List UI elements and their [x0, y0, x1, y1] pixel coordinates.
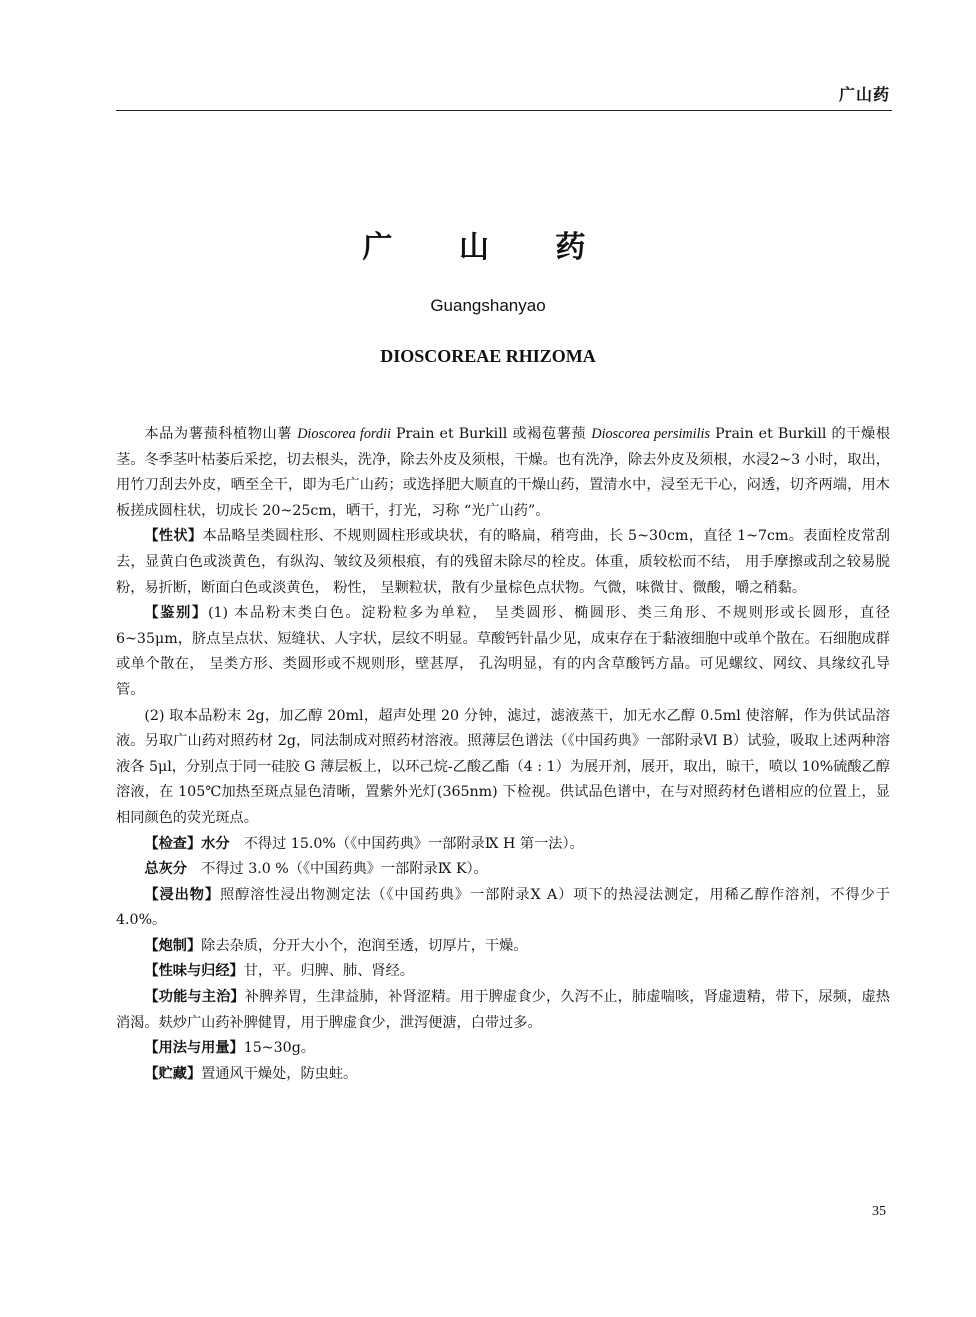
section-label: 【性味与归经】: [144, 963, 244, 980]
sub-label: 总灰分: [144, 861, 187, 878]
section-zonghuifen: 总灰分 不得过 3.0 %（《中国药典》一部附录Ⅸ K）。: [144, 861, 488, 878]
section-jinchuwu: 【浸出物】照醇溶性浸出物测定法（《中国药典》一部附录Ⅹ A）项下的热浸法测定，用稀乙醇作溶剂，不得少于 4.0%。: [116, 886, 890, 929]
section-label: 【鉴别】: [144, 605, 208, 622]
section-zhucang: 【贮藏】置通风干燥处，防虫蛀。: [144, 1065, 358, 1082]
section-label: 【贮藏】: [144, 1065, 202, 1082]
section-paozhi: 【炮制】除去杂质，分开大小个，泡润至透，切厚片，干燥。: [144, 937, 528, 954]
section-label: 【炮制】: [144, 937, 202, 954]
section-label: 【功能与主治】: [144, 989, 245, 1006]
monograph-body: [116, 422, 890, 1087]
page-number: 35: [872, 1204, 886, 1219]
section-jiancha: 【检查】水分 不得过 15.0%（《中国药典》一部附录Ⅸ H 第一法）。: [144, 835, 584, 852]
section-xingzhuang: 【性状】本品略呈类圆柱形、不规则圆柱形或块状，有的略扁，稍弯曲，长 5~30cm，直径 1~7cm。表面栓皮常刮去，显黄白色或淡黄色，有纵沟、皱纹及须根痕，有的残留未除尽的栓皮。体重，质较松而不结， 用手摩擦或刮之较易脱粉，易折断，断面白色或淡黄色， 粉性， 呈颗粒状，散有少量棕色点状物。气微，味微甘、微酸，嚼之稍黏。: [116, 528, 890, 596]
header-rule: [116, 110, 892, 111]
page-title: 广 山 药: [362, 230, 614, 265]
section-jianbie-2: (2) 取本品粉末 2g，加乙醇 20ml，超声处理 20 分钟，滤过，滤液蒸干，加无水乙醇 0.5ml 使溶解，作为供试品溶液。另取广山药对照药材 2g，同法制成对照药材溶液。照薄层色谱法（《中国药典》一部附录Ⅵ B）试验，吸取上述两种溶液各 5μl，分别点于同一硅胶 G 薄层板上，以环己烷-乙酸乙酯（4 : 1）为展开剂，展开，取出，晾干，喷以 10%硫酸乙醇溶液，在 105℃加热至斑点显色清晰，置紫外光灯(365nm) 下检视。供试品色谱中，在与对照药材色谱相应的位置上，显相同颜色的荧光斑点。: [116, 707, 890, 826]
section-label: 【用法与用量】: [144, 1040, 244, 1057]
section-yongfa: 【用法与用量】15~30g。: [144, 1040, 315, 1057]
species-name: Dioscorea fordii: [297, 426, 391, 442]
section-gongneng: 【功能与主治】补脾养胃，生津益肺，补肾涩精。用于脾虚食少，久泻不止，肺虚喘咳，肾虚遗精，带下，尿频，虚热消渴。麸炒广山药补脾健胃，用于脾虚食少，泄泻便溏，白带过多。: [116, 989, 890, 1031]
section-label: 【浸出物】: [144, 886, 221, 903]
intro-paragraph: 本品为薯蓣科植物山薯 Dioscorea fordii Prain et Burkill 或褐苞薯蓣 Dioscorea persimilis Prain et Burkill 的干燥根茎。冬季茎叶枯萎后采挖，切去根头，洗净，除去外皮及须根，干燥。也有洗净，除去外皮及须根，水浸2~3 小时，取出，用竹刀刮去外皮，晒至全干，即为毛广山药；或选择肥大顺直的干燥山药，置清水中，浸至无干心，闷透，切齐两端，用木板搓成圆柱状，切成长 20~25cm，晒干，打光，习称 “光广山药”。: [116, 426, 891, 519]
section-label: 【性状】: [144, 528, 203, 545]
pinyin-title: Guangshanyao: [430, 296, 546, 315]
section-jianbie: 【鉴别】(1) 本品粉末类白色。淀粉粒多为单粒， 呈类圆形、椭圆形、类三角形、不规则形或长圆形，直径 6~35μm，脐点呈点状、短缝状、人字状，层纹不明显。草酸钙针晶少见，成束存在于黏液细胞中或单个散在。石细胞成群或单个散在， 呈类方形、类圆形或不规则形，壁甚厚， 孔沟明显，有的内含草酸钙方晶。可见螺纹、网纹、具缘纹孔导管。: [116, 605, 890, 698]
species-name: Dioscorea persimilis: [591, 426, 711, 442]
section-label: 【检查】: [144, 835, 202, 852]
latin-name: DIOSCOREAE RHIZOMA: [380, 346, 596, 366]
sub-label: 水分: [201, 835, 230, 852]
section-xingwei: 【性味与归经】甘，平。归脾、肺、肾经。: [144, 963, 414, 980]
running-title: 广山药: [838, 85, 890, 104]
